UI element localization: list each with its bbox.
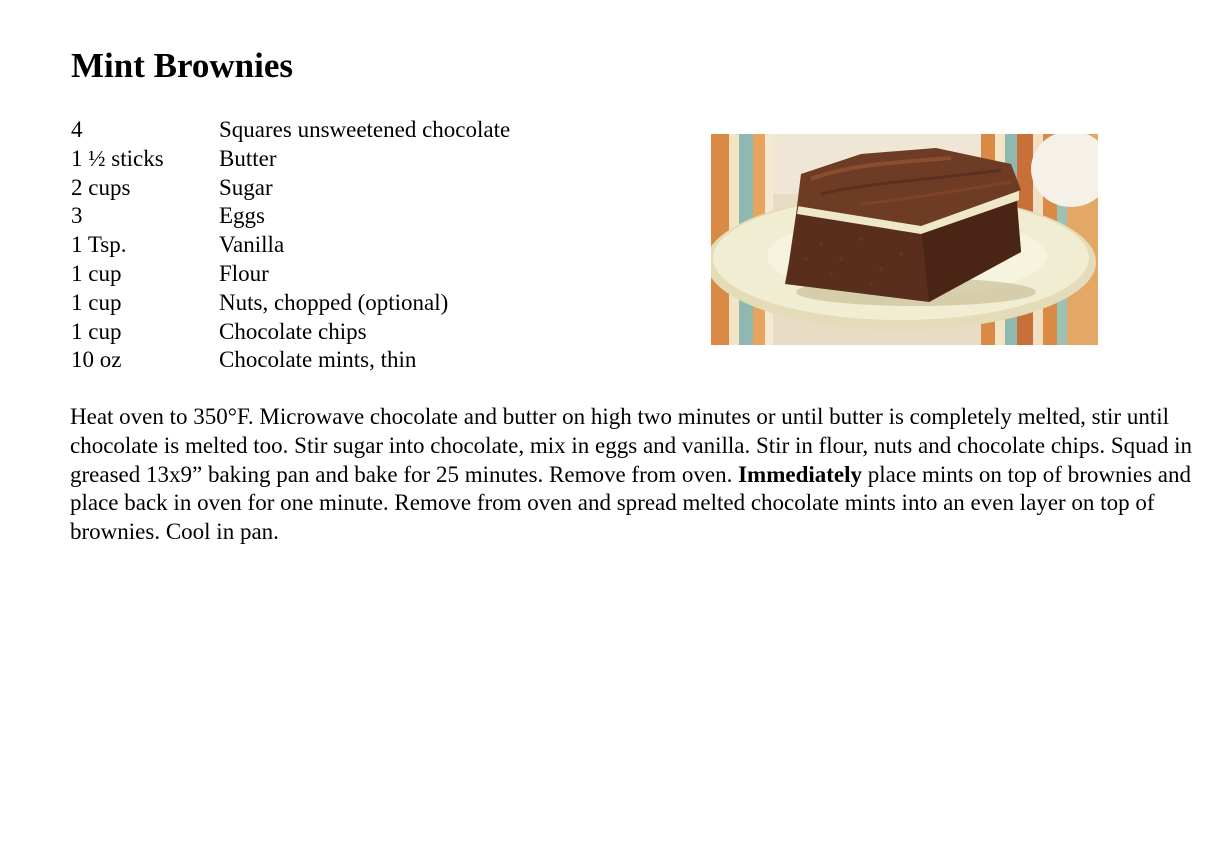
ingredient-quantity: 4 (71, 117, 83, 142)
ingredient-quantity: 1 cup (71, 289, 122, 315)
brownie-illustration (711, 134, 1098, 345)
instructions-text-continued: place mints on top of brownies and place back in oven for one minute. Remove from oven and spread melted chocolate mints into an even layer on top of brownies. Cool in pan. (70, 461, 1191, 545)
ingredient-name: Eggs (219, 203, 265, 229)
recipe-instructions (70, 403, 1200, 547)
ingredient-quantity: 3 (71, 203, 83, 229)
ingredient-name: Vanilla (219, 232, 285, 258)
recipe-title: Mint Brownies (71, 46, 293, 85)
instructions-emphasis: Immediately (738, 461, 863, 487)
ingredient-row (71, 231, 671, 260)
ingredient-quantity: 1 ½ sticks (71, 145, 164, 171)
ingredient-row (71, 289, 671, 318)
ingredients-list (71, 116, 671, 375)
ingredient-name: Squares unsweetened chocolate (219, 117, 511, 142)
ingredient-name: Nuts, chopped (optional) (219, 289, 449, 315)
brownie-photo (711, 134, 1098, 345)
ingredient-quantity: 1 cup (71, 260, 122, 286)
ingredient-row (71, 260, 671, 289)
ingredient-row (71, 318, 671, 347)
ingredient-row (71, 174, 671, 203)
ingredient-name: Flour (219, 260, 269, 286)
ingredient-quantity: 1 cup (71, 318, 122, 344)
ingredient-row (71, 116, 671, 145)
ingredient-quantity: 1 Tsp. (71, 232, 127, 258)
ingredient-quantity: 2 cups (71, 174, 131, 200)
ingredient-row (71, 202, 671, 231)
ingredient-name: Chocolate chips (219, 318, 367, 344)
ingredient-quantity: 10 oz (71, 347, 122, 373)
ingredient-name: Chocolate mints, thin (219, 347, 417, 373)
ingredient-name: Sugar (219, 174, 273, 200)
ingredient-row (71, 145, 671, 174)
instructions-text: Heat oven to 350°F. Microwave chocolate and butter on high two minutes or until butter is completely melted, stir until chocolate is melted too. Stir sugar into chocolate, mix in eggs and vanilla. Stir in flour, nuts and chocolate chips. Squad in greased 13x9” baking pan and bake for 25 minutes. Remove from oven. (70, 404, 1193, 487)
ingredient-name: Butter (219, 145, 277, 171)
ingredient-row (71, 346, 671, 375)
